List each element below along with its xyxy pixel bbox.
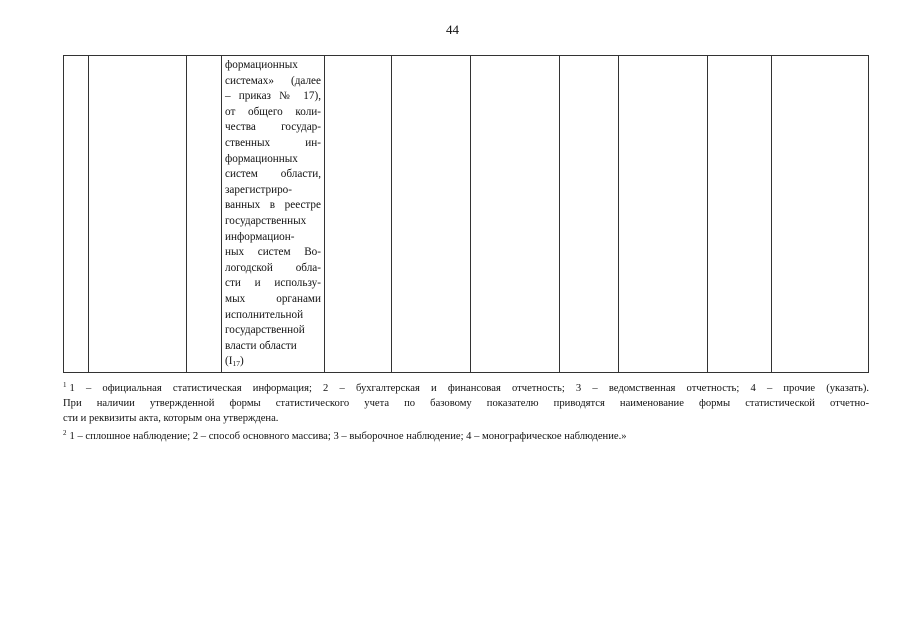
cell-text-line: зарегистриро- [225, 183, 293, 196]
cell-text-line: исполнительной [225, 308, 304, 321]
cell-text-line: системах» (далее [225, 74, 321, 87]
table-cell-9 [619, 56, 708, 373]
cell-text-line: ванных в реестре [225, 199, 321, 212]
footnote-2-line-1 [63, 426, 869, 444]
cell-text-line: власти области [225, 339, 297, 352]
page-number: 44 [446, 22, 459, 37]
table-cell-2 [89, 56, 187, 373]
footnote-2-mark: 2 [63, 429, 67, 437]
table-cell-6 [392, 56, 471, 373]
indicator-table [63, 55, 869, 373]
cell-text-line: информацион- [225, 230, 295, 243]
cell-text-line: государственной [225, 324, 305, 337]
indicator-name-text [225, 58, 321, 372]
footnote-1-mark: 1 [63, 381, 67, 389]
indicator-name-cell [222, 56, 325, 373]
table-cell-8 [560, 56, 619, 373]
table-cell-11 [772, 56, 869, 373]
footnote-1-text: 1 – официальная статистическая информация; 2 – бухгалтерская и финансовая отчетность; 3 – ведомственная отчетность; 4 – прочие (указать). [69, 383, 869, 394]
footnote-1-line-1 [63, 378, 869, 396]
indicator-code-suffix: ) [239, 355, 244, 368]
table-row [64, 56, 869, 373]
cell-text-line: мых органами [225, 292, 321, 305]
cell-text-line: логодской обла- [225, 261, 321, 274]
cell-text-line: ственных ин- [225, 136, 321, 149]
cell-text-line: – приказ № 17), [225, 90, 321, 103]
table-cell-1 [64, 56, 89, 373]
footnote-1-line-2: При наличии утвержденной формы статистического учета по базовому показателю приводятся наименование формы статистической отчетно- [63, 398, 869, 409]
indicator-code [225, 354, 321, 372]
cell-text-line: систем области, [225, 168, 321, 181]
footnote-2-text: 1 – сплошное наблюдение; 2 – способ основного массива; 3 – выборочное наблюдение; 4 – монографическое наблюдение.» [69, 431, 627, 442]
indicator-code-prefix: (I [225, 355, 233, 368]
indicator-code-subscript: 17 [232, 359, 240, 369]
cell-text-line: формационных [225, 59, 298, 71]
footnotes [63, 378, 869, 444]
table-cell-3 [187, 56, 222, 373]
table-cell-7 [471, 56, 560, 373]
footnote-1-line-3: сти и реквизиты акта, которым она утверждена. [63, 413, 279, 424]
cell-text-line: ных систем Во- [225, 246, 321, 259]
table-cell-5 [325, 56, 392, 373]
cell-text-line: формационных [225, 152, 298, 165]
cell-text-line: от общего коли- [225, 105, 321, 118]
cell-text-line: чества государ- [225, 121, 321, 134]
cell-text-line: сти и использу- [225, 277, 321, 290]
cell-text-line: государственных [225, 214, 307, 227]
table-cell-10 [708, 56, 772, 373]
